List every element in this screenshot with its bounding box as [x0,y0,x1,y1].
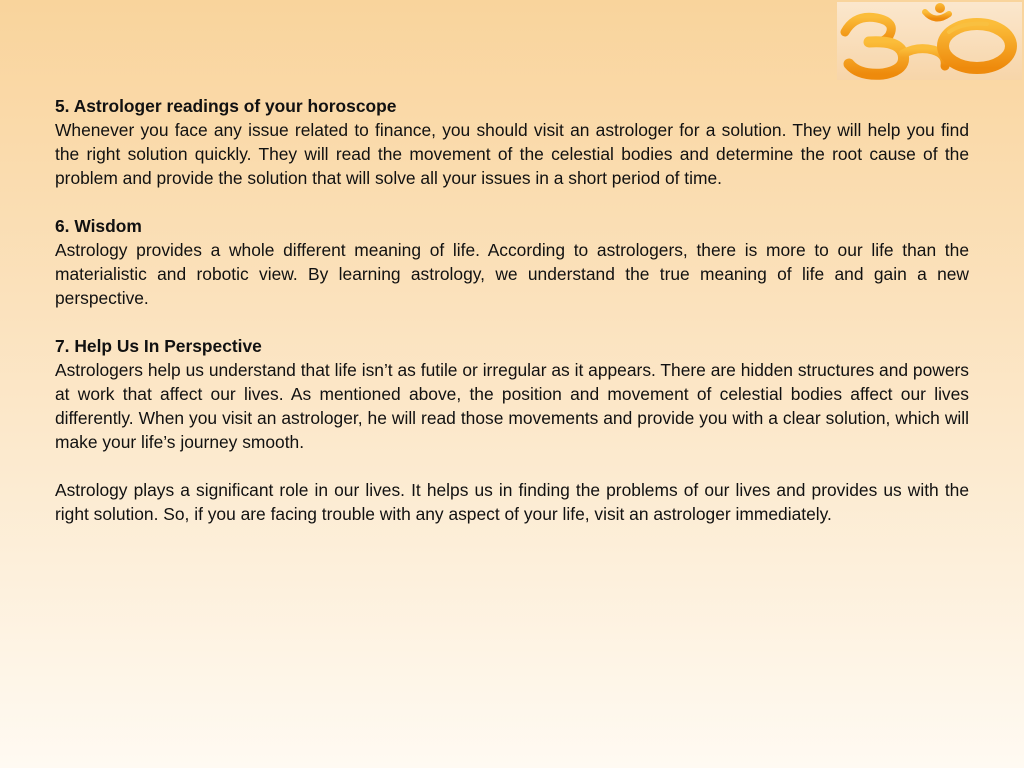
section-paragraph: Whenever you face any issue related to finance, you should visit an astrologer for a solution. They will help you find the right solution quickly. They will read the movement of the celestial bodies and determine the root cause of the problem and provide the solution that will solve all your issues in a short period of time. [55,120,969,188]
section-paragraph: Astrology provides a whole different meaning of life. According to astrologers, there is more to our life than the materialistic and robotic view. By learning astrology, we understand the true meaning of life and gain a new perspective. [55,240,969,308]
section-help-us-in-perspective [55,334,969,454]
section-conclusion [55,478,969,526]
section-heading: 6. Wisdom [55,216,142,236]
section-heading: 5. Astrologer readings of your horoscope [55,96,397,116]
section-wisdom [55,214,969,310]
section-heading: 7. Help Us In Perspective [55,336,262,356]
section-paragraph: Astrologers help us understand that life isn’t as futile or irregular as it appears. There are hidden structures and powers at work that affect our lives. As mentioned above, the position and movement of celestial bodies affect our lives differently. When you visit an astrologer, he will read those movements and provide you with a clear solution, which will make your life’s journey smooth. [55,360,969,452]
conclusion-paragraph: Astrology plays a significant role in our lives. It helps us in finding the problems of our lives and provides us with the right solution. So, if you are facing trouble with any aspect of your life, visit an astrologer immediately. [55,480,969,524]
om-logo [837,2,1022,80]
article-body [55,94,969,550]
om-symbol-icon [837,2,1022,80]
section-astrologer-readings [55,94,969,190]
